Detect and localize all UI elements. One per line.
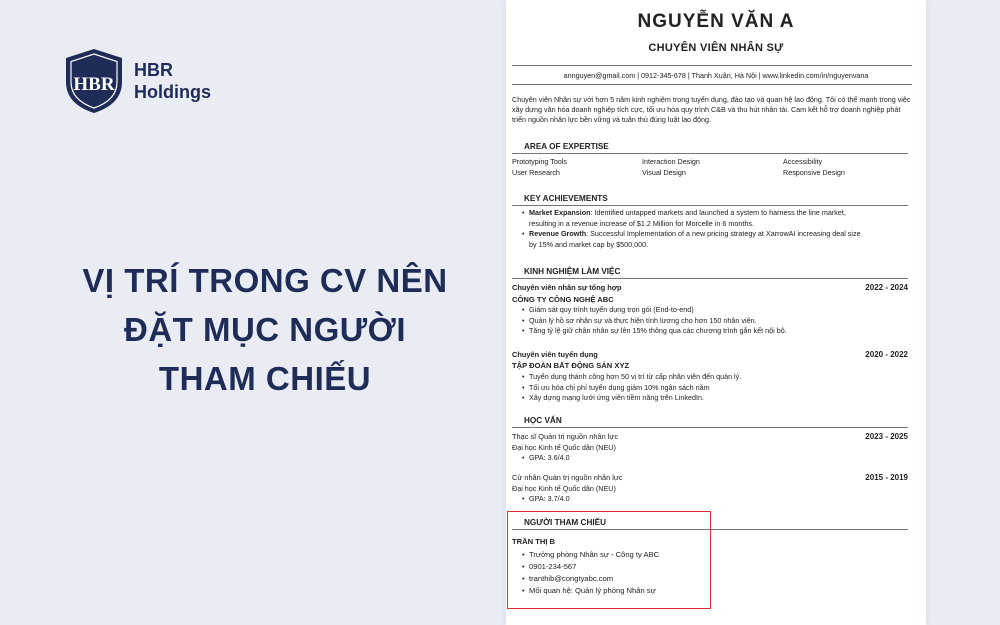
- headline-line-2: ĐẶT MỤC NGƯỜI: [123, 311, 406, 348]
- brand-line-2: Holdings: [134, 82, 211, 102]
- edu-degree: Cử nhân Quản trị nguồn nhân lực: [512, 473, 623, 482]
- achievement-item: • Revenue Growth: Successful Implementation of a new pricing strategy at XarrowAI increasing deal size by 15% and market cap by $500,000.: [522, 229, 912, 250]
- edu-years: 2023 - 2025: [865, 432, 908, 441]
- cv-name: NGUYỄN VĂN A: [637, 11, 795, 32]
- list-item: • 0901-234-567: [522, 561, 912, 573]
- edu-bullets: [522, 494, 912, 505]
- list-item: • Mối quan hệ: Quản lý phòng Nhân sự: [522, 585, 912, 597]
- shield-logo-icon: [62, 46, 126, 116]
- expertise-item: User Research: [512, 168, 560, 177]
- cv-contact: annguyen@gmail.com | 0912-345-678 | Thanh Xuân, Hà Nội | www.linkedin.com/in/nguyenvana: [563, 71, 869, 80]
- brand-line-1: HBR: [134, 60, 173, 80]
- expertise-item: Visual Design: [642, 168, 686, 177]
- divider: [512, 278, 908, 279]
- edu-school: Đại học Kinh tế Quốc dân (NEU): [512, 443, 616, 452]
- brand-name: [134, 59, 211, 103]
- list-item: • Giám sát quy trình tuyển dụng trọn gói (End-to-end): [522, 305, 912, 316]
- job-header: [512, 283, 908, 293]
- job-company: CÔNG TY CÔNG NGHỆ ABC: [512, 295, 614, 304]
- edu-school: Đại học Kinh tế Quốc dân (NEU): [512, 484, 616, 493]
- list-item: • Tuyển dụng thành công hơn 50 vị trí từ cấp nhân viên đến quản lý.: [522, 372, 912, 383]
- edu-years: 2015 - 2019: [865, 473, 908, 482]
- list-item: • Tối ưu hóa chi phí tuyển dụng giảm 10% ngân sách năm: [522, 383, 912, 394]
- job-title: Chuyên viên nhân sự tổng hợp: [512, 283, 622, 292]
- divider: [512, 153, 908, 154]
- edu-header: [512, 432, 908, 442]
- expertise-item: Prototyping Tools: [512, 157, 568, 166]
- divider: [512, 427, 908, 428]
- section-title-education: HỌC VẤN: [524, 416, 562, 425]
- job-bullets: [522, 372, 912, 404]
- headline-line-3: THAM CHIẾU: [158, 360, 372, 397]
- edu-bullets: [522, 453, 912, 464]
- expertise-item: Accessibility: [783, 157, 823, 166]
- job-bullets: [522, 305, 912, 337]
- expertise-item: Interaction Design: [642, 157, 700, 166]
- divider: [512, 205, 908, 206]
- brand-logo: [62, 46, 211, 116]
- list-item: • tranthib@congtyabc.com: [522, 573, 912, 585]
- cv-role: CHUYÊN VIÊN NHÂN SỰ: [648, 42, 784, 54]
- section-title-reference: NGƯỜI THAM CHIẾU: [524, 518, 607, 527]
- list-item: • GPA: 3.7/4.0: [522, 494, 912, 505]
- list-item: • Tăng tỷ lệ giữ chân nhân sự lên 15% thông qua các chương trình gắn kết nội bộ.: [522, 326, 912, 337]
- divider: [512, 84, 912, 85]
- list-item: • Quản lý hồ sơ nhân sự và thực hiện tính lương cho hơn 150 nhân viên.: [522, 316, 912, 327]
- section-title-experience: KINH NGHIỆM LÀM VIỆC: [524, 267, 621, 276]
- edu-degree: Thạc sĩ Quản trị nguồn nhân lực: [512, 432, 619, 441]
- divider: [512, 65, 912, 66]
- job-header: [512, 350, 908, 360]
- list-item: • Xây dựng mạng lưới ứng viên tiềm năng trên LinkedIn.: [522, 393, 912, 404]
- job-years: 2020 - 2022: [865, 350, 908, 359]
- section-title-achievements: KEY ACHIEVEMENTS: [524, 194, 608, 203]
- job-title: Chuyên viên tuyển dụng: [512, 350, 598, 359]
- edu-header: [512, 473, 908, 483]
- reference-highlight-box: [507, 511, 711, 609]
- achievement-item: • Market Expansion: Identified untapped markets and launched a system to harness the line market, resulting in a revenue increase of $1.2 Million for Morcelle in 6 months.: [522, 208, 912, 229]
- section-title-expertise: AREA OF EXPERTISE: [524, 142, 609, 151]
- reference-name: TRẦN THỊ B: [512, 537, 556, 546]
- cv-summary: Chuyên viên Nhân sự với hơn 5 năm kinh nghiệm trong tuyển dụng, đào tạo và quan hệ lao động. Tôi có thế mạnh trong việc xây dựng văn hóa doanh nghiệp tích cực, tối ưu hóa quy trình C&B và thu hút nhân tài. Cam kết hỗ trợ doanh nghiệp phát triển nguồn nhân lực bền vững và tuân thủ đúng luật lao động.: [512, 95, 911, 124]
- job-company: TẬP ĐOÀN BẤT ĐỘNG SẢN XYZ: [512, 361, 630, 370]
- headline: [60, 256, 470, 403]
- achievements-list: [522, 208, 912, 250]
- headline-line-1: VỊ TRÍ TRONG CV NÊN: [82, 262, 448, 299]
- expertise-item: Responsive Design: [783, 168, 845, 177]
- job-years: 2022 - 2024: [865, 283, 908, 292]
- list-item: • GPA: 3.6/4.0: [522, 453, 912, 464]
- list-item: • Trưởng phòng Nhân sự - Công ty ABC: [522, 549, 912, 561]
- logo-monogram: HBR: [73, 74, 115, 95]
